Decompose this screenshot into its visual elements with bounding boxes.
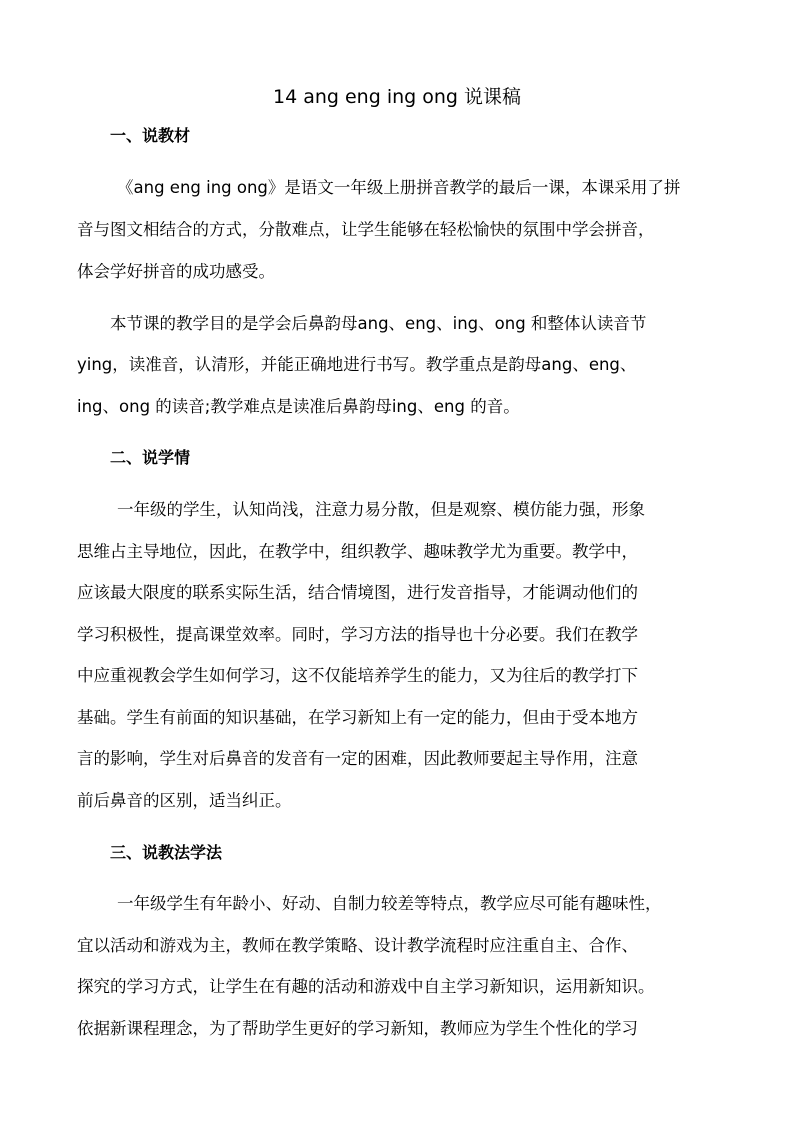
paragraph-line: 言的影响，学生对后鼻音的发音有一定的困难，因此教师要起主导作用，注意 xyxy=(77,749,638,768)
paragraph-line: 前后鼻音的区别，适当纠正。 xyxy=(77,791,292,810)
section-heading-methods: 三、说教法学法 xyxy=(110,843,223,862)
document-title: 14 ang eng ing ong 说课稿 xyxy=(272,86,522,108)
paragraph-line: 体会学好拼音的成功感受。 xyxy=(77,262,275,281)
paragraph-line: 基础。学生有前面的知识基础，在学习新知上有一定的能力，但由于受本地方 xyxy=(77,708,638,727)
paragraph-line: 中应重视教会学生如何学习，这不仅能培养学生的能力，又为往后的教学打下 xyxy=(77,666,638,685)
paragraph-line: 学习积极性，提高课堂效率。同时，学习方法的指导也十分必要。我们在教学 xyxy=(77,625,638,644)
section-heading-students: 二、说学情 xyxy=(110,448,191,467)
paragraph-line: ing、ong 的读音;教学难点是读准后鼻韵母ing、eng 的音。 xyxy=(77,397,520,416)
paragraph-line: 《ang eng ing ong》是语文一年级上册拼音教学的最后一课，本课采用了拼 xyxy=(117,178,681,197)
paragraph-line: 思维占主导地位，因此，在教学中，组织教学、趣味教学尤为重要。教学中， xyxy=(77,542,638,561)
paragraph-line: 本节课的教学目的是学会后鼻韵母ang、eng、ing、ong 和整体认读音节 xyxy=(110,314,647,333)
section-heading-textbook: 一、说教材 xyxy=(110,126,191,145)
paragraph-line: ying，读准音，认清形，并能正确地进行书写。教学重点是韵母ang、eng、 xyxy=(77,355,637,374)
paragraph-line: 探究的学习方式，让学生在有趣的活动和游戏中自主学习新知识，运用新知识。 xyxy=(77,977,655,996)
paragraph-line: 宜以活动和游戏为主，教师在教学策略、设计教学流程时应注重自主、合作、 xyxy=(77,936,638,955)
paragraph-line: 应该最大限度的联系实际生活，结合情境图，进行发音指导，才能调动他们的 xyxy=(77,583,638,602)
paragraph-line: 依据新课程理念，为了帮助学生更好的学习新知，教师应为学生个性化的学习 xyxy=(77,1019,638,1038)
paragraph-line: 音与图文相结合的方式，分散难点，让学生能够在轻松愉快的氛围中学会拼音， xyxy=(77,220,655,239)
paragraph-line: 一年级学生有年龄小、好动、自制力较差等特点，教学应尽可能有趣味性， xyxy=(117,894,662,913)
paragraph-line: 一年级的学生，认知尚浅，注意力易分散，但是观察、模仿能力强，形象 xyxy=(117,500,645,519)
